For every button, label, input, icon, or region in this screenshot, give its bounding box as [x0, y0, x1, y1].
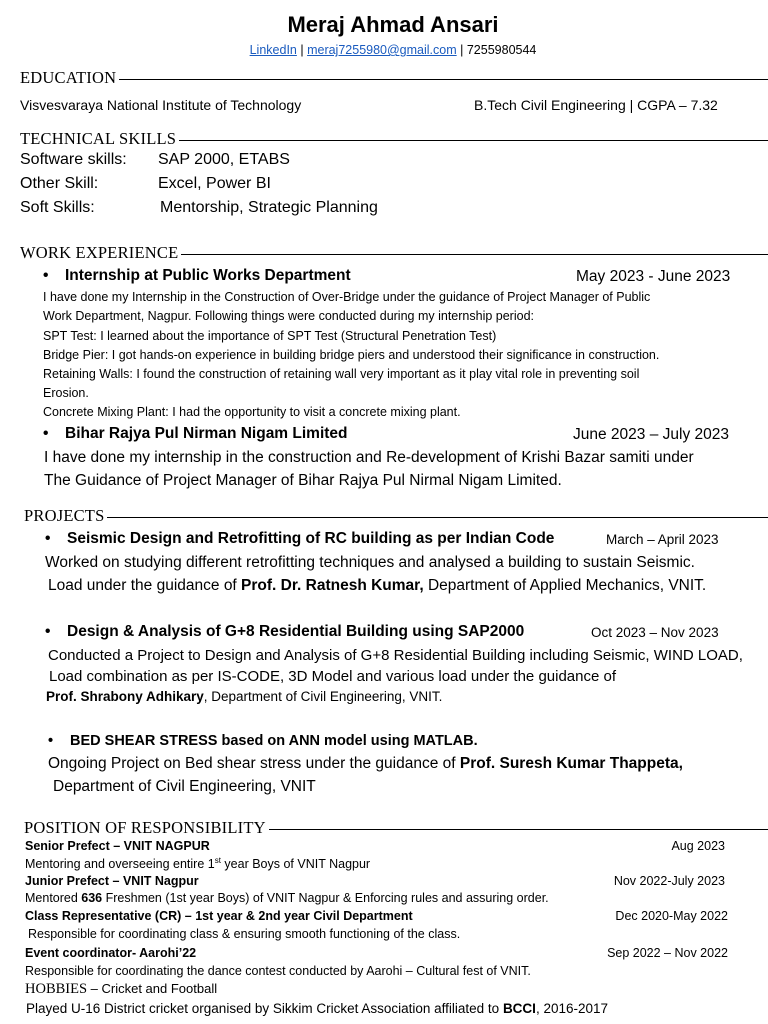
job-title: • Bihar Rajya Pul Nirman Nigam Limited [43, 425, 348, 443]
section-title: POSITION OF RESPONSIBILITY [24, 818, 266, 837]
job-line: The Guidance of Project Manager of Bihar Rajya Pul Nirmal Nigam Limited. [44, 472, 562, 489]
job-date: May 2023 - June 2023 [576, 268, 731, 285]
hobbies-value: – Cricket and Football [87, 981, 218, 996]
skill-value: SAP 2000, ETABS [158, 151, 290, 168]
count: 636 [81, 891, 103, 905]
project-line: Conducted a Project to Design and Analysis of G+8 Residential Building including Seismic, WIND LOAD, [48, 647, 743, 664]
section-title: WORK EXPERIENCE [20, 243, 179, 262]
por-desc [25, 891, 549, 905]
linkedin-link[interactable]: LinkedIn [249, 43, 297, 57]
job-line: Retaining Walls: I found the construction of retaining wall very important as it play vital role in preventing soil [43, 367, 640, 381]
skills-heading [20, 129, 768, 149]
superscript: st [214, 856, 221, 865]
project-title: • Seismic Design and Retrofitting of RC building as per Indian Code [45, 530, 554, 548]
project-title: • Design & Analysis of G+8 Residential Building using SAP2000 [45, 623, 524, 641]
phone-number: 7255980544 [466, 43, 537, 57]
text: Freshmen (1st year Boys) of VNIT Nagpur & Enforcing rules and assuring order. [102, 891, 549, 905]
por-title: Junior Prefect – VNIT Nagpur [25, 874, 199, 888]
email-link[interactable]: meraj7255980@gmail.com [307, 43, 457, 57]
section-title: EDUCATION [20, 68, 117, 87]
hobbies-line [25, 981, 217, 998]
education-degree: B.Tech Civil Engineering | CGPA – 7.32 [474, 97, 718, 113]
candidate-name: Meraj Ahmad Ansari [287, 12, 499, 37]
education-institute: Visvesvaraya National Institute of Technology [20, 97, 302, 113]
project-line: Load combination as per IS-CODE, 3D Model and various load under the guidance of [49, 668, 617, 685]
job-line: Concrete Mixing Plant: I had the opportunity to visit a concrete mixing plant. [43, 405, 461, 419]
por-date: Sep 2022 – Nov 2022 [607, 946, 728, 960]
job-title: • Internship at Public Works Department [43, 267, 351, 285]
skill-label: Software skills: [20, 151, 127, 168]
skill-label: Other Skill: [20, 175, 99, 192]
section-divider [269, 829, 768, 830]
job-line: Work Department, Nagpur. Following things were conducted during my internship period: [43, 309, 534, 323]
por-desc: Responsible for coordinating class & ensuring smooth functioning of the class. [28, 927, 461, 941]
por-date: Nov 2022-July 2023 [613, 874, 725, 888]
work-heading [20, 243, 768, 263]
job-line: SPT Test: I learned about the importance of SPT Test (Structural Penetration Test) [43, 329, 497, 343]
por-heading [24, 818, 768, 838]
por-title: Class Representative (CR) – 1st year & 2nd year Civil Department [25, 909, 413, 923]
skill-value: Mentorship, Strategic Planning [160, 199, 378, 216]
text: Department of Applied Mechanics, VNIT. [423, 577, 707, 594]
guide-name: Prof. Suresh Kumar Thappeta, [459, 755, 683, 772]
skill-value: Excel, Power BI [158, 175, 271, 192]
text: Mentored [25, 891, 82, 905]
project-line [46, 689, 442, 704]
section-title: HOBBIES [25, 981, 88, 997]
por-title: Senior Prefect – VNIT NAGPUR [25, 839, 210, 853]
guide-name: Prof. Dr. Ratnesh Kumar, [241, 577, 424, 594]
text: year Boys of VNIT Nagpur [220, 857, 371, 872]
hobbies-detail [26, 1001, 608, 1016]
contact-separator: | [456, 43, 467, 57]
text: Played U-16 District cricket organised by Sikkim Cricket Association affiliated to [26, 1001, 503, 1016]
section-divider [119, 79, 768, 80]
section-divider [181, 254, 768, 255]
por-date: Dec 2020-May 2022 [615, 909, 728, 923]
job-line: I have done my internship in the construction and Re-development of Krishi Bazar samiti under [44, 449, 694, 466]
por-title: Event coordinator- Aarohi’22 [25, 946, 197, 960]
text: Mentoring and overseeing entire 1 [25, 857, 215, 872]
project-date: March – April 2023 [606, 532, 719, 547]
guide-name: Prof. Shrabony Adhikary [46, 689, 204, 704]
skill-label: Soft Skills: [20, 199, 95, 216]
contact-separator: | [296, 43, 308, 57]
text: , Department of Civil Engineering, VNIT. [203, 689, 443, 704]
projects-heading [24, 506, 768, 526]
project-date: Oct 2023 – Nov 2023 [591, 625, 719, 640]
project-line: Worked on studying different retrofitting techniques and analysed a building to sustain Seismic. [45, 554, 695, 571]
section-divider [107, 517, 768, 518]
text: Ongoing Project on Bed shear stress under the guidance of [48, 755, 460, 772]
job-line: I have done my Internship in the Construction of Over-Bridge under the guidance of Project Manager of Public [43, 290, 651, 304]
por-desc: Responsible for coordinating the dance contest conducted by Aarohi – Cultural fest of VNIT. [25, 964, 531, 978]
job-line: Erosion. [43, 386, 89, 400]
project-title: • BED SHEAR STRESS based on ANN model using MATLAB. [48, 733, 478, 749]
job-line: Bridge Pier: I got hands-on experience in building bridge piers and understood their significance in construction. [43, 348, 660, 362]
text: , 2016-2017 [535, 1001, 608, 1016]
org-name: BCCI [502, 1001, 536, 1016]
por-date: Aug 2023 [671, 839, 725, 853]
text: Load under the guidance of [48, 577, 242, 594]
project-line [48, 755, 683, 773]
contact-line [0, 43, 768, 57]
por-desc [25, 856, 370, 871]
education-heading [20, 68, 768, 88]
section-title: PROJECTS [24, 506, 105, 525]
section-title: TECHNICAL SKILLS [20, 129, 177, 148]
section-divider [179, 140, 768, 141]
project-line [48, 577, 706, 595]
job-date: June 2023 – July 2023 [573, 426, 729, 443]
project-line: Department of Civil Engineering, VNIT [53, 778, 316, 795]
